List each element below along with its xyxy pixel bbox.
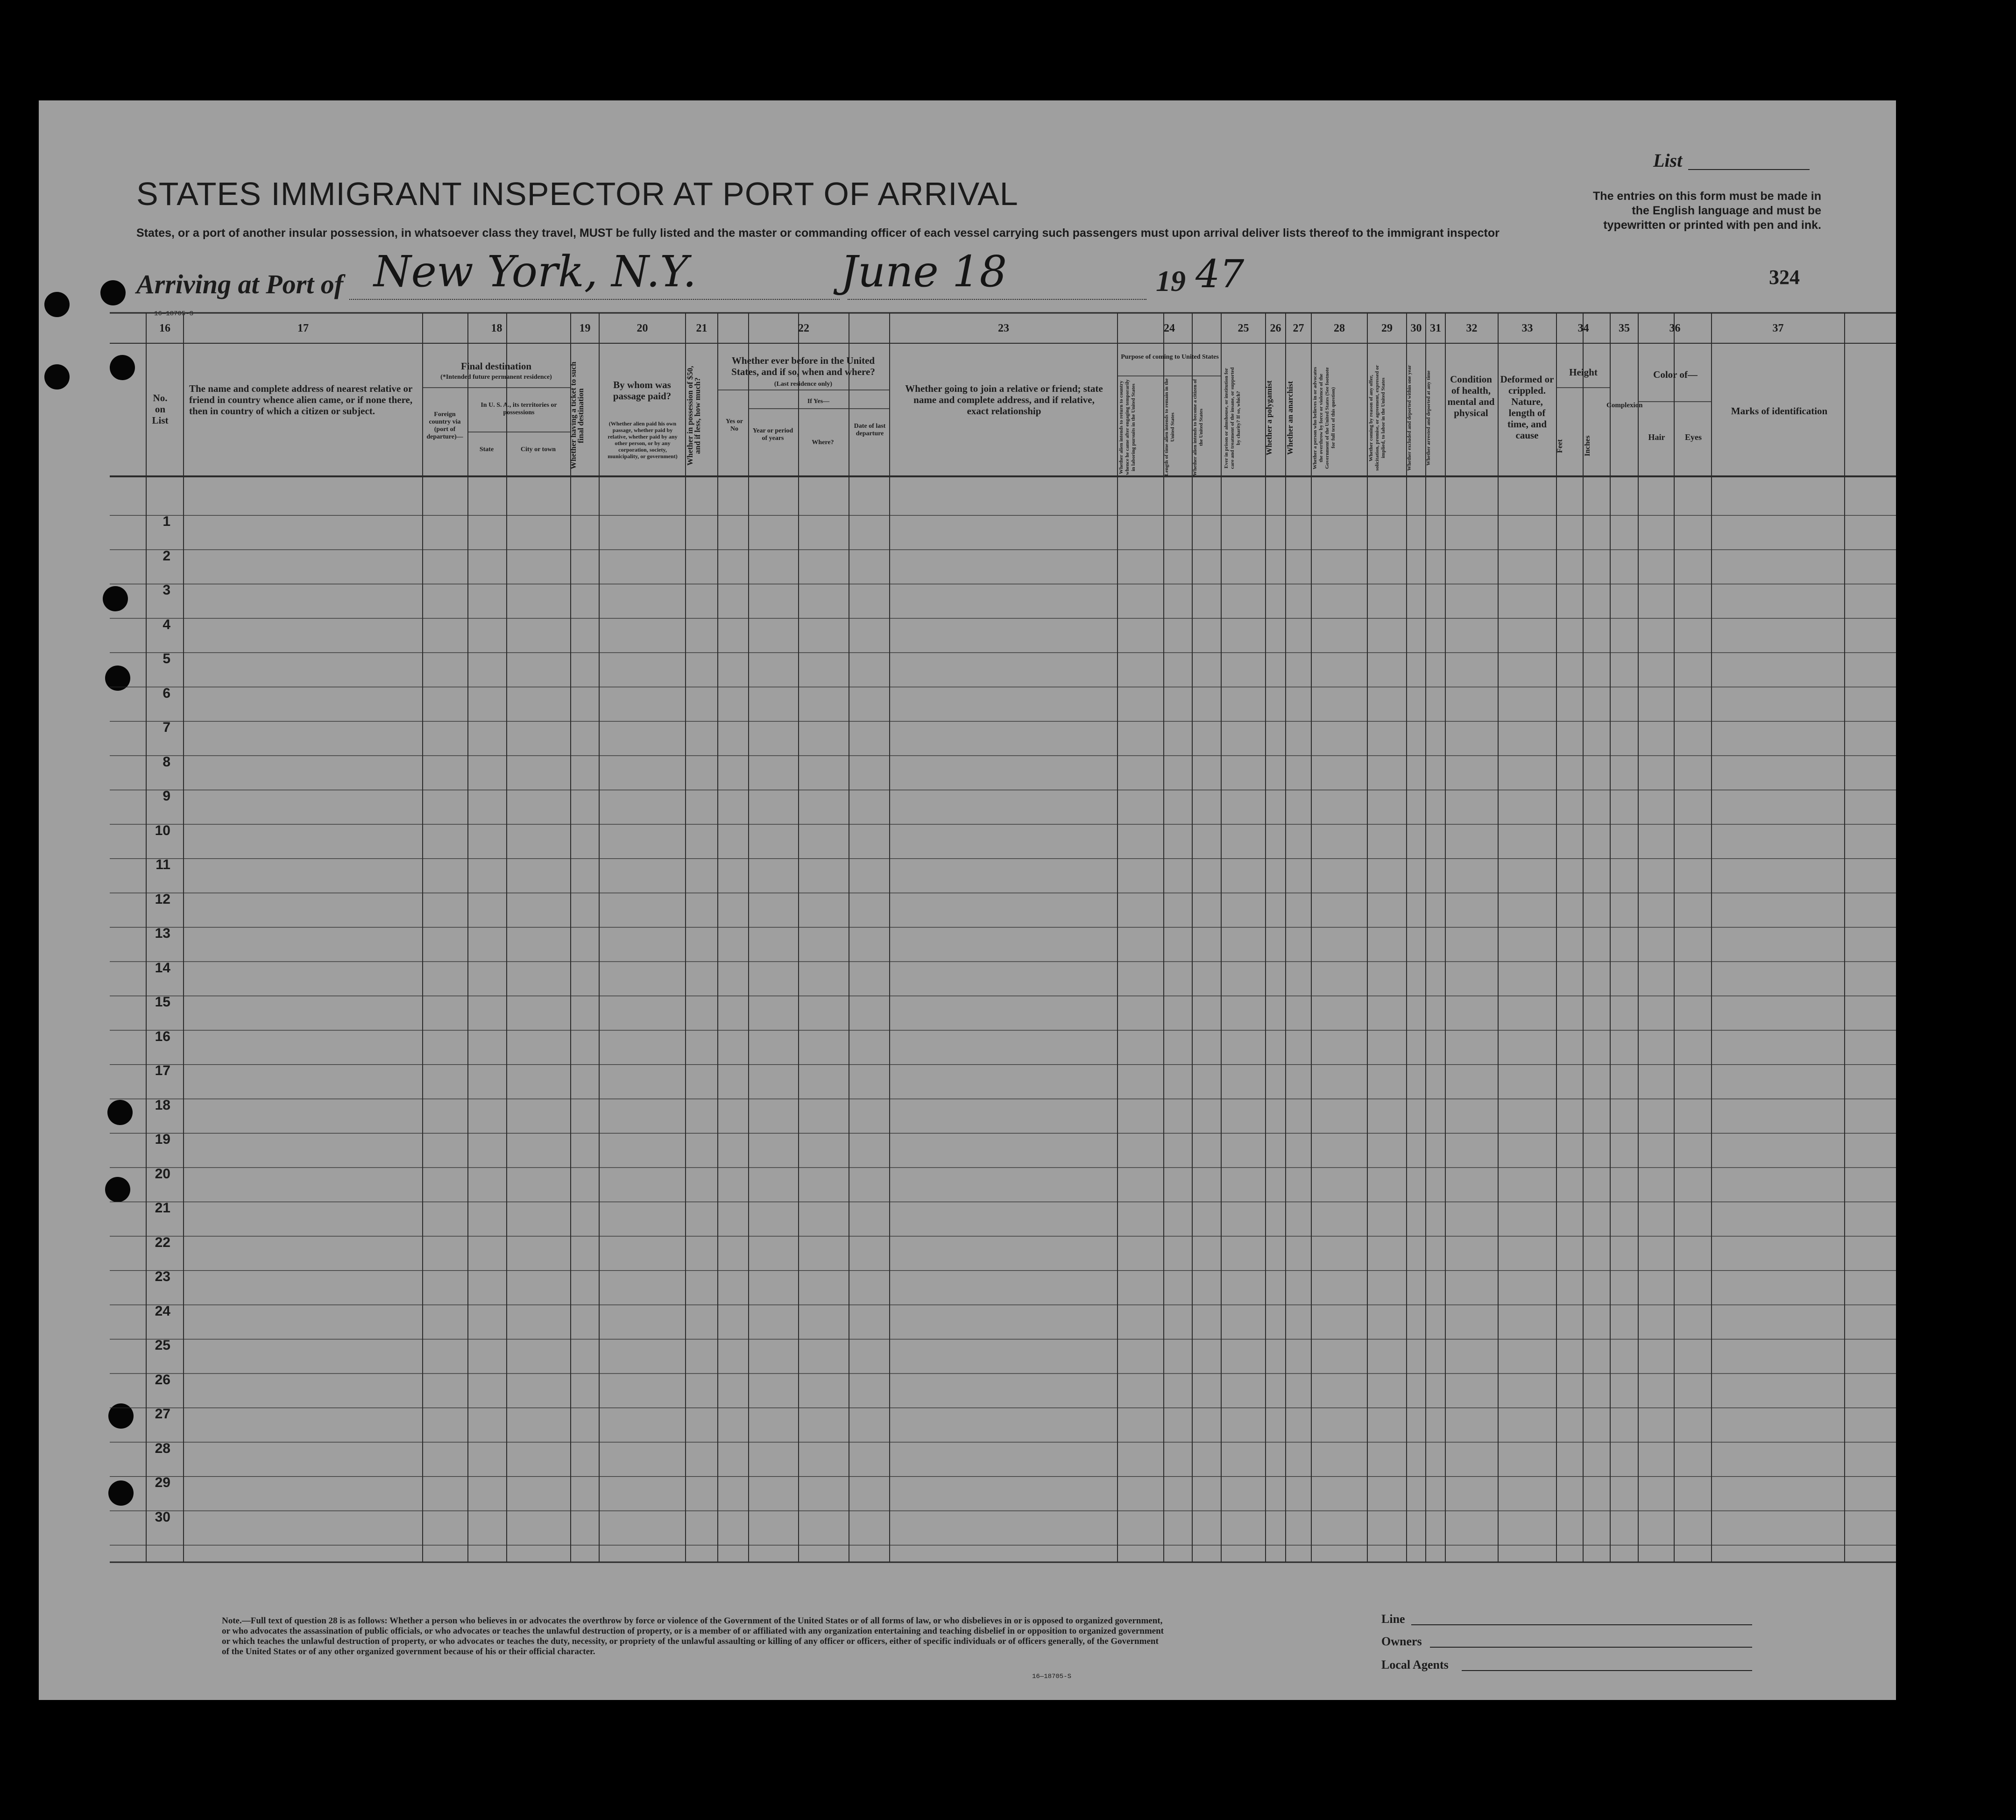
col18-usa: In U. S. A., its territories or possessions <box>481 402 557 416</box>
row-number: 24 <box>155 1303 170 1319</box>
col22-note: (Last residence only) <box>774 381 833 388</box>
row-number: 8 <box>163 754 170 770</box>
column-number-18: 18 <box>491 322 502 334</box>
column-number-27: 27 <box>1293 322 1304 334</box>
col36-eyes: Eyes <box>1685 432 1702 442</box>
col34-title: Height <box>1569 367 1598 378</box>
column-number-37: 37 <box>1772 322 1784 334</box>
col34-feet: Feet <box>1556 439 1564 453</box>
col18-note: (*Intended future permanent residence) <box>440 374 552 381</box>
column-number-32: 32 <box>1466 322 1478 334</box>
column-number-31: 31 <box>1430 322 1441 334</box>
row-number: 17 <box>155 1063 170 1078</box>
col18-state: State <box>479 446 494 453</box>
row-number: 29 <box>155 1475 170 1490</box>
row-number: 12 <box>155 891 170 907</box>
col26-header: Whether a polygamist <box>1265 380 1273 456</box>
col21-header: Whether in possession of $50, and if less, how much? <box>686 366 702 466</box>
row-number: 15 <box>155 994 170 1010</box>
col24-b: Length of time alien intends to remain in the United States <box>1164 378 1175 476</box>
handwritten-date: June 18 <box>841 247 1007 297</box>
column-number-22: 22 <box>798 322 809 334</box>
row-number: 16 <box>155 1028 170 1044</box>
col19-header: Whether having a ticket to such final destination <box>569 361 585 470</box>
row-number: 3 <box>163 582 170 598</box>
footer-owners-label: Owners <box>1381 1635 1422 1648</box>
col18-foreign: Foreign country via (port of departure)— <box>426 411 463 440</box>
col22-years: Year or period of years <box>752 427 793 442</box>
row-number: 4 <box>163 616 170 632</box>
row-number: 22 <box>155 1234 170 1250</box>
row-number: 18 <box>155 1097 170 1113</box>
row-number: 21 <box>155 1200 170 1216</box>
column-number-20: 20 <box>637 322 648 334</box>
row-number: 10 <box>155 822 170 838</box>
column-number-24: 24 <box>1164 322 1175 334</box>
row-number: 25 <box>155 1338 170 1353</box>
row-number: 2 <box>163 548 170 564</box>
column-number-36: 36 <box>1669 322 1681 334</box>
col28-header: Whether a person who believes in or advocates the overthrow by force or violence of the Government of the United States (See footnote for full text of this question) <box>1312 367 1336 469</box>
row-number: 14 <box>155 960 170 976</box>
row-number: 5 <box>163 651 170 666</box>
form-code: 16—18705-S <box>154 310 194 318</box>
column-number-29: 29 <box>1381 322 1393 334</box>
footer-line-label: Line <box>1381 1612 1405 1626</box>
col24-a: Whether alien intends to return to country whence he came after engaging temporarily in laboring pursuits in the United States <box>1118 379 1136 475</box>
form-code-bottom: 16—18705-S <box>1032 1673 1072 1680</box>
row-number: 20 <box>155 1166 170 1182</box>
handwritten-port: New York, N.Y. <box>374 247 697 297</box>
col20-title: By whom was passage paid? <box>613 379 672 402</box>
col24-title: Purpose of coming to United States <box>1121 354 1219 361</box>
handwritten-year: 47 <box>1195 252 1245 297</box>
col22-ifyes: If Yes— <box>807 398 830 405</box>
col36-title: Color of— <box>1653 369 1698 380</box>
col22-yesno: Yes or No <box>726 418 743 432</box>
col22-where: Where? <box>812 439 834 446</box>
row-number: 27 <box>155 1406 170 1422</box>
col29-header: Whether coming by reason of any offer, solicitation, promise, or agreement, expressed or implied, to labor in the United States <box>1368 365 1386 471</box>
list-label: List <box>1653 150 1683 171</box>
sheet-number: 324 <box>1769 266 1800 289</box>
column-number-30: 30 <box>1410 322 1422 334</box>
column-number-33: 33 <box>1521 322 1533 334</box>
footer-line-rule <box>1411 1624 1752 1625</box>
col30-header: Whether excluded and deported within one year <box>1407 365 1412 471</box>
form-subtitle: States, or a port of another insular possession, in whatsoever class they travel, MUST be fully listed and the master or commanding officer of each vessel carrying such passengers must upon arrival deliver lists thereof to the immigrant inspector <box>136 227 1500 240</box>
form-title: STATES IMMIGRANT INSPECTOR AT PORT OF ARRIVAL <box>136 176 1019 212</box>
column-number-21: 21 <box>696 322 707 334</box>
footer-owners-rule <box>1430 1647 1752 1648</box>
row-number: 19 <box>155 1132 170 1147</box>
col34-inches: Inches <box>1584 435 1592 457</box>
row-number: 11 <box>156 857 170 872</box>
col37-header: Marks of identification <box>1731 405 1828 417</box>
row-number: 6 <box>163 685 170 701</box>
footnote: Note.—Full text of question 28 is as follows: Whether a person who believes in or advocates the overthrow by force or violence of the Government of the United States or of all forms of law, or who disbelieves in or is opposed to organized government, or who advocates the assassination of public officials, or who advocates or teaches the unlawful destruction of property, or is a member of or affiliated with any organization entertaining and teaching disbelief in or opposition to organized government or which teaches the unlawful destruction of property, or who advocates or teaches the duty, necessity, or propriety of the unlawful assaulting or killing of any officer or officers, either of specific individuals or of officers generally, of the Government of the United States or of any other organized government because of his or their official character. <box>222 1616 1164 1657</box>
col18-title: Final destination <box>460 361 532 372</box>
col25-header: Ever in prison or almshouse, or institution for care and treatment of the insane, or supported by charity? If so, which? <box>1224 367 1241 469</box>
col31-header: Whether arrested and deported at any time <box>1426 370 1431 466</box>
col20-note: (Whether alien paid his own passage, whether paid by relative, whether paid by any other person, or by any corporation, society, municipality, or government) <box>608 420 678 460</box>
column-number-26: 26 <box>1270 322 1281 334</box>
footer-agents-rule <box>1462 1670 1752 1671</box>
col18-city: City or town <box>520 446 556 453</box>
column-number-17: 17 <box>297 322 309 334</box>
row-number: 9 <box>163 788 170 804</box>
col24-c: Whether alien intends to become a citizen of the United States <box>1192 379 1204 476</box>
column-number-16: 16 <box>159 322 170 334</box>
column-number-34: 34 <box>1577 322 1589 334</box>
footer-agents-label: Local Agents <box>1381 1658 1449 1671</box>
year-printed: 19 <box>1156 264 1186 297</box>
col16-header: No. on List <box>152 392 169 426</box>
column-number-35: 35 <box>1619 322 1630 334</box>
col22-date: Date of last departure <box>854 423 886 437</box>
col17-header: The name and complete address of nearest relative or friend in country whence alien came, or if none there, then in country of which a citizen or subject. <box>189 383 413 417</box>
column-number-25: 25 <box>1238 322 1249 334</box>
row-number: 1 <box>163 514 170 529</box>
row-number: 26 <box>155 1372 170 1388</box>
col35-header: Complexion <box>1606 402 1643 409</box>
row-number: 7 <box>163 720 170 735</box>
arriving-port-label: Arriving at Port of <box>136 269 344 299</box>
row-number: 28 <box>155 1440 170 1456</box>
row-number: 30 <box>155 1509 170 1525</box>
col27-header: Whether an anarchist <box>1286 381 1294 455</box>
entries-instruction: The entries on this form must be made in the English language and must be typewritten or printed with pen and ink. <box>1593 190 1821 232</box>
column-number-28: 28 <box>1334 322 1345 334</box>
column-number-23: 23 <box>998 322 1009 334</box>
row-number: 23 <box>155 1269 170 1284</box>
row-number: 13 <box>155 926 170 941</box>
col33-header: Deformed or crippled. Nature, length of time, and cause <box>1500 374 1554 441</box>
col36-hair: Hair <box>1648 432 1665 442</box>
col32-header: Condition of health, mental and physical <box>1447 374 1495 418</box>
column-number-19: 19 <box>579 322 591 334</box>
col22-title: Whether ever before in the United States, and if so, when and where? <box>731 355 875 377</box>
col23-header: Whether going to join a relative or friend; state name and complete address, and if relative, exact relationship <box>905 383 1103 417</box>
